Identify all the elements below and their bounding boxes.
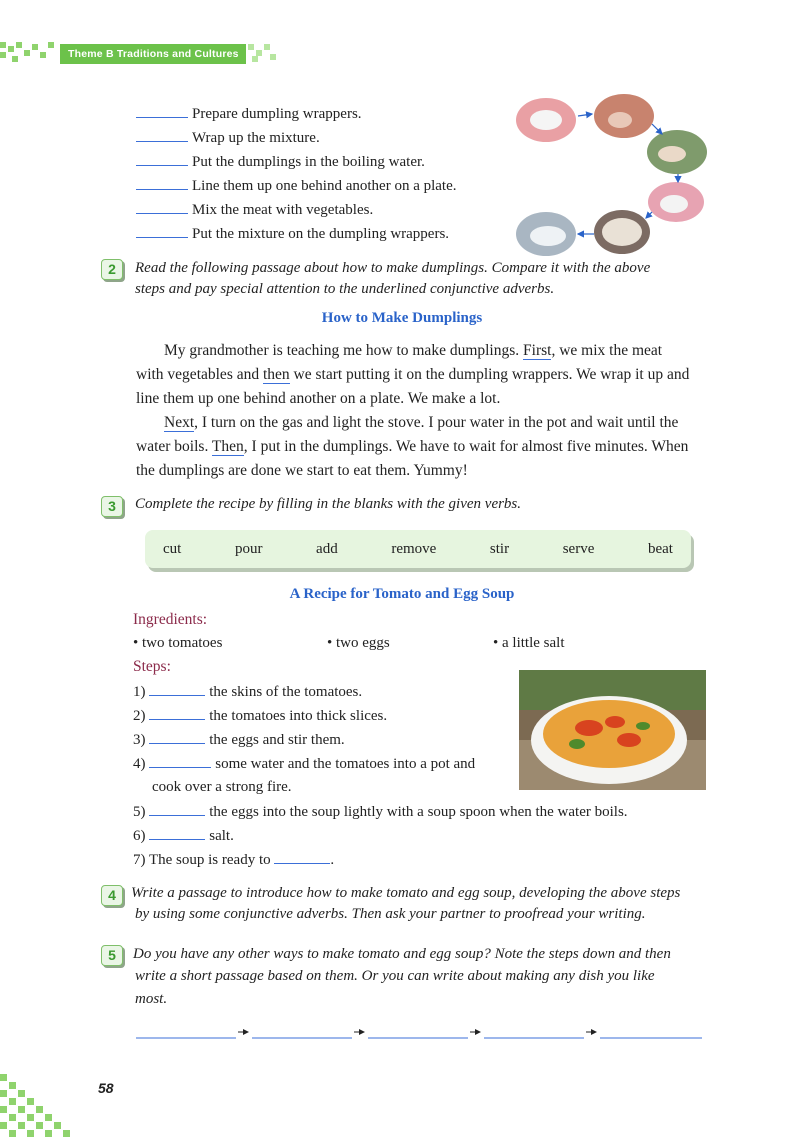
exercise-number-badge: 5 (101, 945, 123, 966)
exercise-number-badge: 2 (101, 259, 123, 280)
exercise-instruction: Read the following passage about how to make dumplings. Compare it with the above (135, 260, 651, 276)
verb-item: pour (234, 540, 263, 557)
passage-text: My grandmother is teaching me how to make dumplings. First, we mix the meat with vegetables and then we start putting it on the dumpling wrappers. We wrap it up and line them up one behind another on a plate. We make a lot. Next, I turn on the gas and light the stove. I pour water in the pot and wait until the water boils. Then, I put in the dumplings. We have to wait for almost five minutes. When the dumplings are done we start to eat them. Yummy! (136, 342, 690, 479)
recipe-step: 1) the skins of the tomatoes. (133, 684, 363, 700)
recipe-step: 3) the eggs and stir them. (133, 732, 345, 748)
ingredient-item: • two tomatoes (133, 635, 223, 651)
theme-banner: Theme B Traditions and Cultures (60, 44, 246, 64)
ingredient-item: • a little salt (493, 635, 565, 651)
recipe-title: A Recipe for Tomato and Egg Soup (289, 586, 515, 602)
verb-item: stir (489, 540, 510, 557)
dumpling-steps-photos (512, 94, 712, 264)
exercise-instruction: Do you have any other ways to make tomato and egg soup? Note the steps down and then (133, 946, 671, 962)
ingredients-label: Ingredients: (133, 611, 208, 628)
exercise-instruction: steps and pay special attention to the underlined conjunctive adverbs. (135, 281, 555, 297)
steps-label: Steps: (133, 658, 171, 675)
exercise-instruction: by using some conjunctive adverbs. Then ask your partner to proofread your writing. (135, 906, 646, 922)
passage-title: How to Make Dumplings (321, 310, 483, 326)
recipe-step: 5) the eggs into the soup lightly with a soup spoon when the water boils. (133, 804, 628, 820)
verb-item: add (316, 540, 338, 557)
exercise-instruction: write a short passage based on them. Or you can write about making any dish you like (135, 968, 655, 984)
step-text: Prepare dumpling wrappers. (192, 106, 362, 122)
step-text: Put the mixture on the dumpling wrappers. (192, 226, 450, 242)
list-item (136, 176, 457, 195)
exercise-instruction: Complete the recipe by filling in the blanks with the given verbs. (135, 496, 522, 512)
step-text: Wrap up the mixture. (192, 130, 320, 146)
ingredient-item: • two eggs (327, 635, 390, 651)
tomato-egg-soup-photo (519, 670, 706, 790)
recipe-step: 2) the tomatoes into thick slices. (133, 708, 388, 724)
step-text: Put the dumplings in the boiling water. (192, 154, 425, 170)
exercise-number-badge: 3 (101, 496, 123, 517)
list-item (136, 224, 449, 243)
verb-bank (145, 530, 691, 568)
recipe-step-continued: cook over a strong fire. (152, 779, 292, 795)
verb-item: beat (647, 540, 673, 557)
list-item (136, 128, 320, 147)
list-item (136, 104, 362, 123)
exercise-instruction: Write a passage to introduce how to make tomato and egg soup, developing the above steps (131, 885, 681, 901)
recipe-step: 7) The soup is ready to . (133, 852, 335, 868)
recipe-step: 6) salt. (133, 828, 234, 844)
verb-item: serve (562, 540, 595, 557)
list-item (136, 200, 373, 219)
verb-item: cut (163, 540, 182, 557)
exercise-instruction: most. (135, 991, 168, 1007)
step-text: Line them up one behind another on a plate. (192, 178, 457, 194)
page-number: 58 (98, 1080, 114, 1096)
recipe-step: 4) some water and the tomatoes into a pot and (133, 756, 476, 772)
exercise-number-badge: 4 (101, 885, 123, 906)
pixel-pattern-decoration (0, 1068, 95, 1138)
answer-steps-chain (136, 1026, 706, 1040)
verb-item: remove (391, 540, 437, 557)
list-item (136, 152, 425, 171)
step-text: Mix the meat with vegetables. (192, 202, 374, 218)
